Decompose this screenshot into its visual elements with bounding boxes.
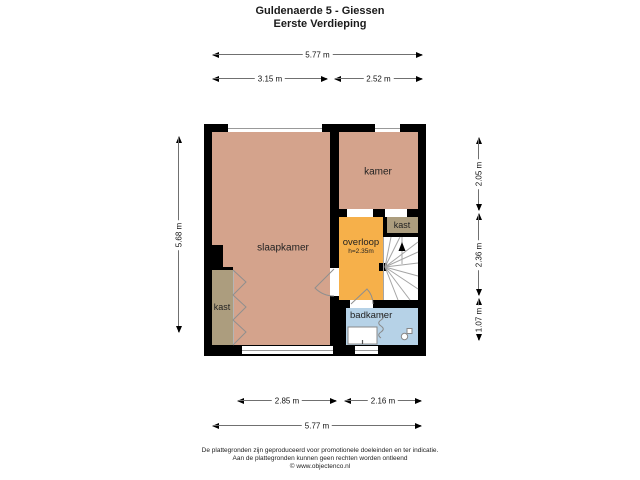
- dimension-bottom-total: [212, 422, 422, 429]
- copyright-line: © www.objectenco.nl: [289, 463, 351, 471]
- label-overloop-name: overloop: [342, 237, 380, 248]
- dimension-label: 2.05 m: [474, 159, 483, 189]
- door-opening-badkamer: [350, 300, 373, 308]
- disclaimer: [0, 447, 640, 472]
- dimension-bottom-right: [344, 397, 422, 404]
- door-opening-kamer: [347, 209, 373, 217]
- dimension-label: 5.77 m: [302, 50, 332, 59]
- disclaimer-line2: Aan de plattegronden kunnen geen rechten worden ontleend: [232, 455, 408, 463]
- window-slaapkamer-bottom: [242, 346, 333, 354]
- dimension-label: 2.16 m: [368, 396, 398, 405]
- door-opening-slaapkamer: [330, 268, 339, 296]
- label-slaapkamer: slaapkamer: [257, 242, 309, 254]
- label-overloop-height: h=2.35m: [348, 248, 374, 255]
- dimension-top-left: [212, 75, 328, 82]
- dimension-label: 1.07 m: [474, 304, 483, 334]
- label-badkamer: badkamer: [350, 310, 393, 321]
- stairs-area: [383, 237, 418, 300]
- window-slaapkamer-top: [228, 124, 322, 132]
- dimension-label: 2.36 m: [474, 239, 483, 269]
- dimension-top-right: [334, 75, 423, 82]
- dimension-right-top: [475, 137, 482, 211]
- dimension-label: 3.15 m: [255, 74, 285, 83]
- label-kamer: kamer: [364, 166, 392, 178]
- window-badkamer-bottom: [355, 346, 378, 354]
- dimension-label: 5.68 m: [174, 219, 183, 249]
- wall-kast-top-edge: [212, 267, 233, 270]
- stairs-newel-post: [379, 263, 387, 271]
- room-overloop: [339, 217, 383, 300]
- dimension-bottom-left: [237, 397, 337, 404]
- dimension-label: 2.85 m: [272, 396, 302, 405]
- door-opening-kast-top: [385, 209, 407, 217]
- disclaimer-line1: De plattegronden zijn geproduceerd voor promotionele doeleinden en ter indicatie.: [201, 447, 439, 454]
- window-kamer-top: [375, 124, 400, 132]
- dimension-label: 5.77 m: [302, 421, 332, 430]
- plan-title-line1: Guldenaerde 5 - Giessen: [255, 5, 385, 17]
- floor-plan: [204, 124, 426, 356]
- label-kast-bottom: kast: [213, 302, 231, 312]
- plan-title-line2: Eerste Verdieping: [273, 17, 367, 30]
- dimension-label: 2.52 m: [363, 74, 393, 83]
- wall-stub-left: [212, 245, 223, 267]
- dimension-left-total: [175, 136, 182, 333]
- dimension-top-total: [212, 51, 423, 58]
- dimension-right-mid: [475, 213, 482, 296]
- label-overloop: [343, 237, 379, 255]
- plan-title: [0, 5, 640, 30]
- dimension-right-bottom: [475, 298, 482, 341]
- label-kast-top: kast: [393, 220, 411, 230]
